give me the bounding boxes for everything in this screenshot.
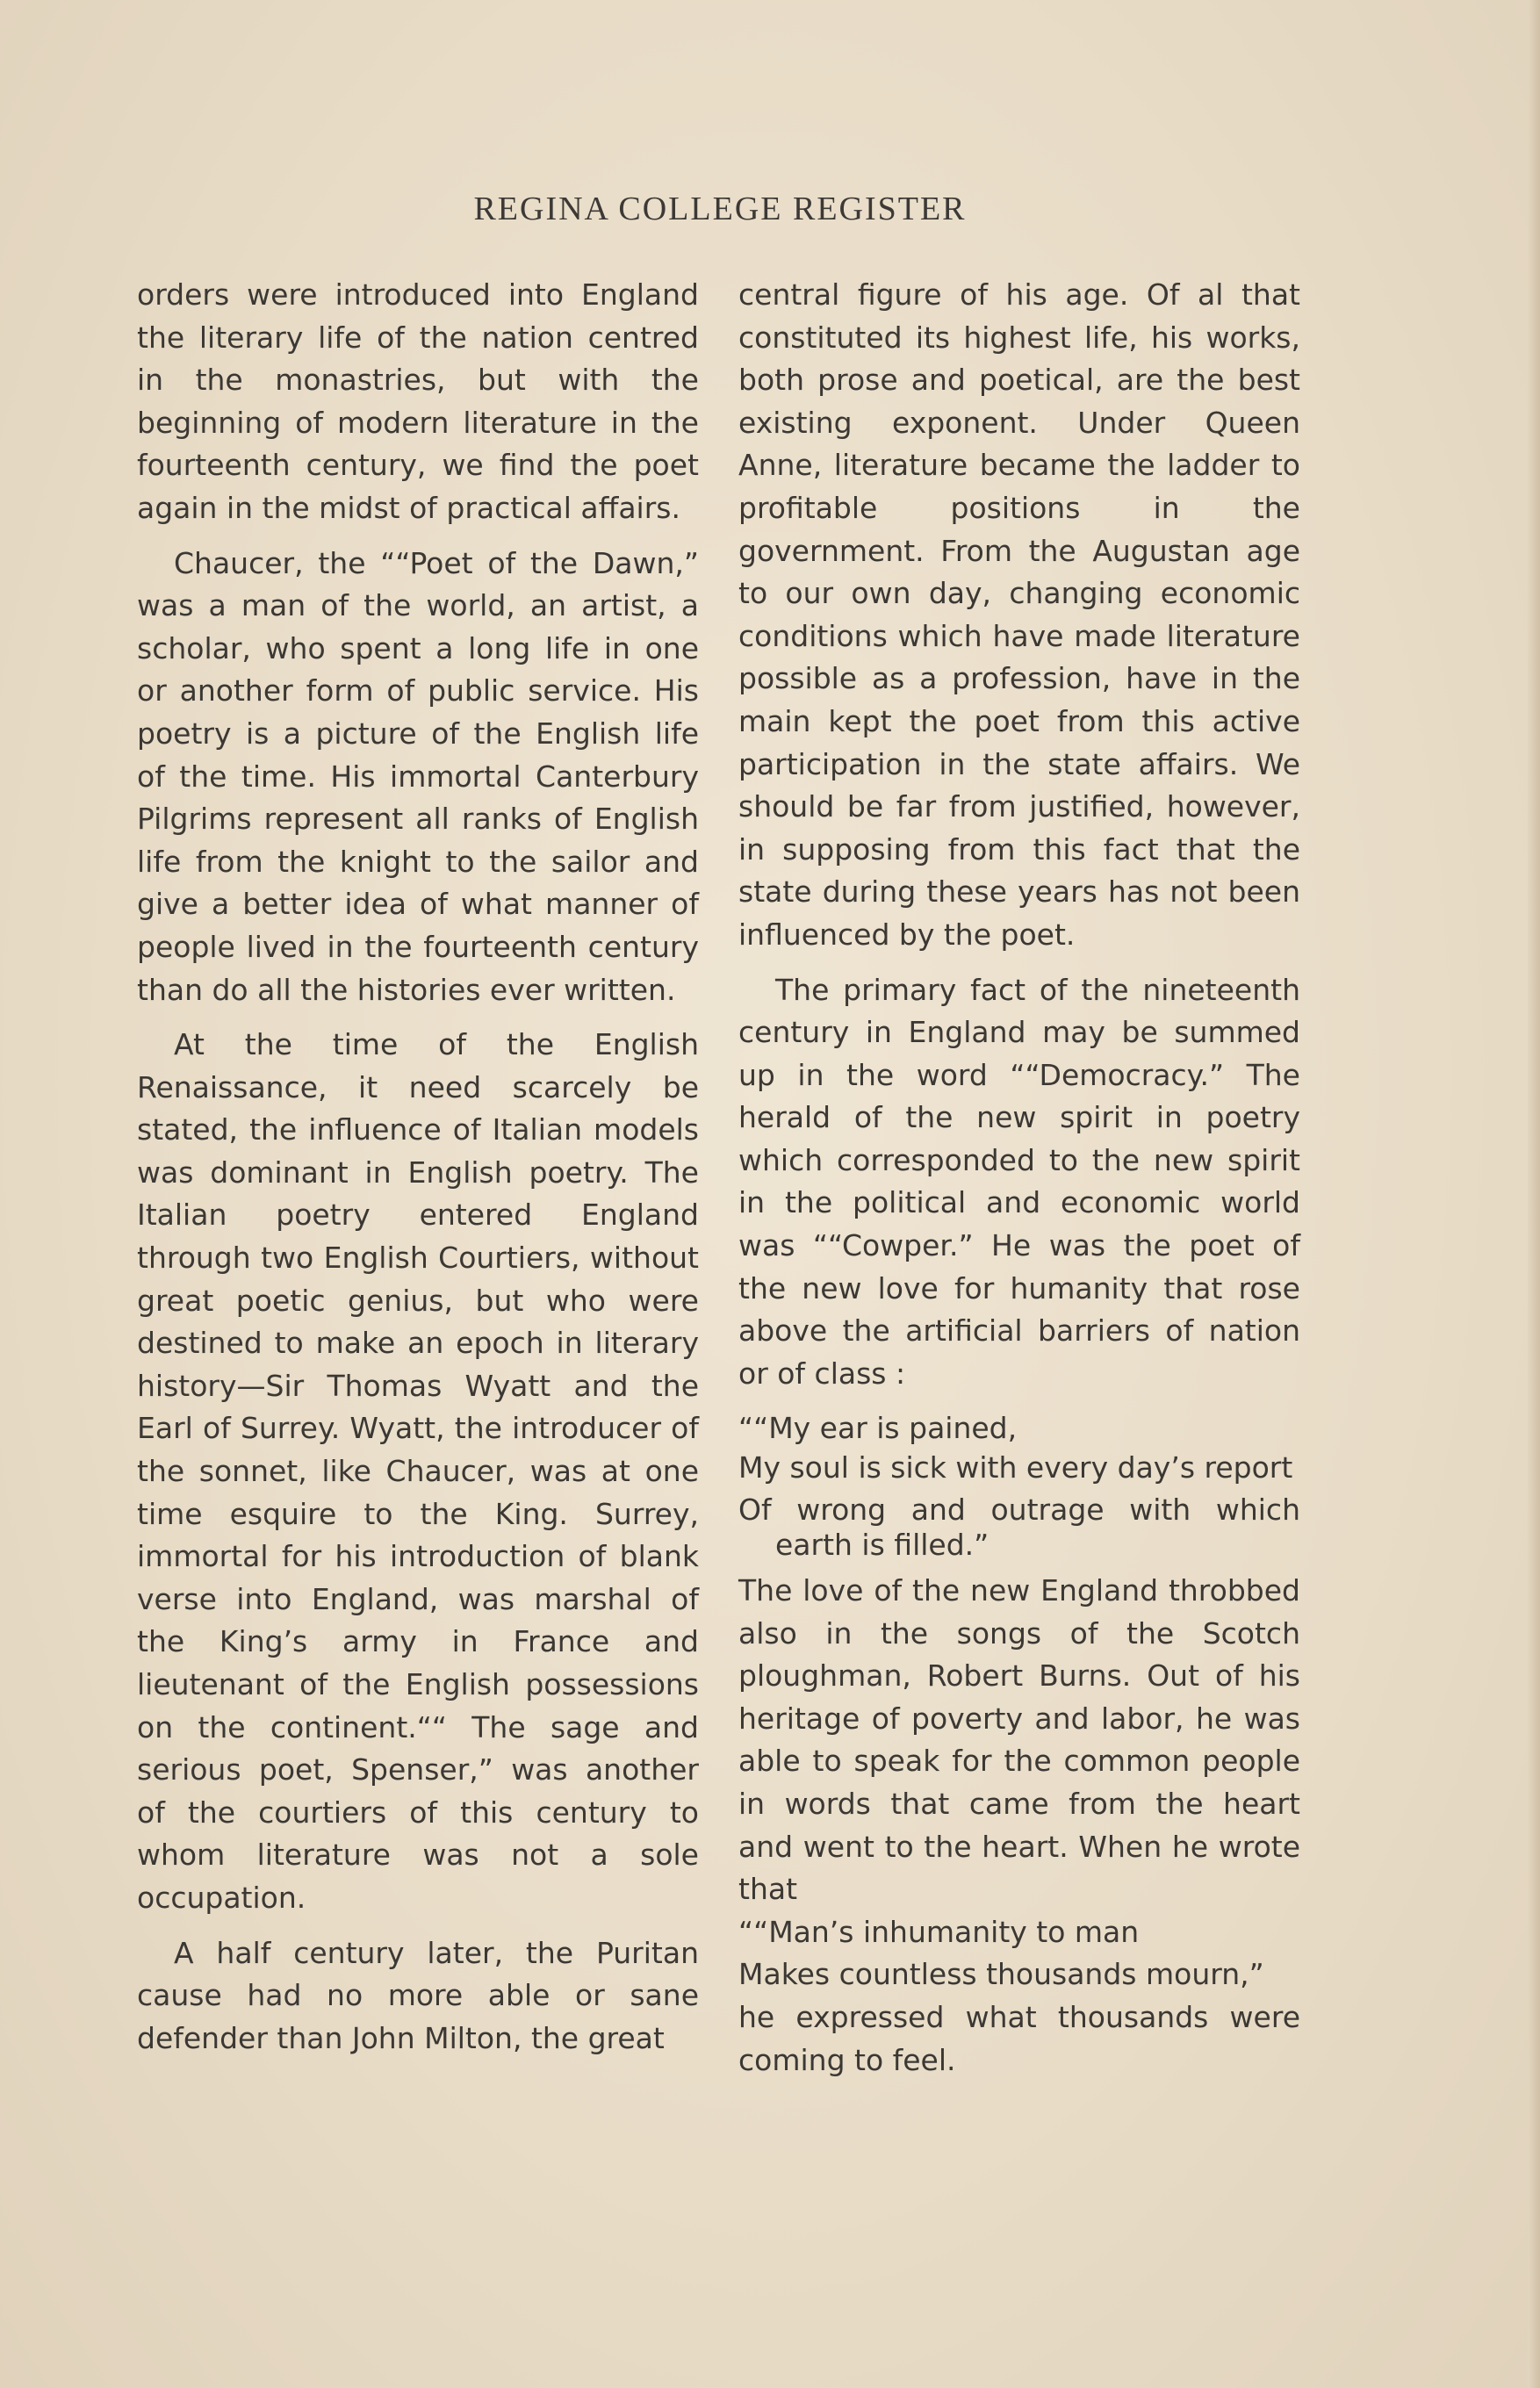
left-paragraph-4: A half century later, the Puritan cause had no more able or sane defender than John Milton, the great: [137, 1935, 699, 2055]
verse-2-line-2: Makes countless thousands mourn,”: [738, 1957, 1264, 1992]
right-column: [738, 274, 1300, 2082]
right-paragraph-4: he expressed what thousands were coming to feel.: [738, 1999, 1300, 2077]
left-paragraph-1: orders were introduced into England the literary life of the nation centred in the monastries, but with the beginning of modern literature in the fourteenth century, we find the poet again in the midst of practical affairs.: [137, 277, 699, 525]
verse-1-line-3: Of wrong and outrage with which earth is filled.”: [738, 1492, 1300, 1563]
page-edge: [1528, 0, 1540, 2388]
right-paragraph-2: The primary fact of the nineteenth century in England may be summed up in the word ““Democracy.” The herald of the new spirit in poetry which corresponded to the new spirit in the political and economic world was ““Cowper.” He was the poet of the new love for humanity that rose above the artificial barriers of nation or of class :: [738, 972, 1300, 1391]
right-paragraph-3: The love of the new England throbbed also in the songs of the Scotch ploughman, Robert Burns. Out of his heritage of poverty and labor, he was able to speak for the common people in words that came from the heart and went to the heart. When he wrote that: [738, 1573, 1300, 1907]
page-header-title: REGINA COLLEGE REGISTER: [473, 191, 967, 227]
right-paragraph-1: central figure of his age. Of al that constituted its highest life, his works, both prose and poetical, are the best existing exponent. Under Queen Anne, literature became the ladder to profitable positions in the government. From the Augustan age to our own day, changing economic conditions which have made literature possible as a profession, have in the main kept the poet from this active participation in the state affairs. We should be far from justified, however, in supposing from this fact that the state during these years has not been influenced by the poet.: [738, 277, 1300, 952]
left-column: [137, 274, 699, 2072]
left-paragraph-3: At the time of the English Renaissance, it need scarcely be stated, the influence of Italian models was dominant in English poetry. The Italian poetry entered England through two English Courtiers, without great poetic genius, but who were destined to make an epoch in literary history—Sir Thomas Wyatt and the Earl of Surrey. Wyatt, the introducer of the sonnet, like Chaucer, was at one time esquire to the King. Surrey, immortal for his introduction of blank verse into England, was marshal of the King’s army in France and lieutenant of the English possessions on the continent.““ The sage and serious poet, Spenser,” was another of the courtiers of this century to whom literature was not a sole occupation.: [137, 1027, 699, 1915]
verse-1-line-1: ““My ear is pained,: [738, 1411, 1018, 1446]
verse-2-line-1: ““Man’s inhumanity to man: [738, 1914, 1140, 1949]
verse-1-line-2: My soul is sick with every day’s report: [738, 1450, 1293, 1485]
left-paragraph-2: Chaucer, the ““Poet of the Dawn,” was a man of the world, an artist, a scholar, who spent a long life in one or another form of public service. His poetry is a picture of the English life of the time. His immortal Canterbury Pilgrims represent all ranks of English life from the knight to the sailor and give a better idea of what manner of people lived in the fourteenth century than do all the histories ever written.: [137, 545, 699, 1007]
